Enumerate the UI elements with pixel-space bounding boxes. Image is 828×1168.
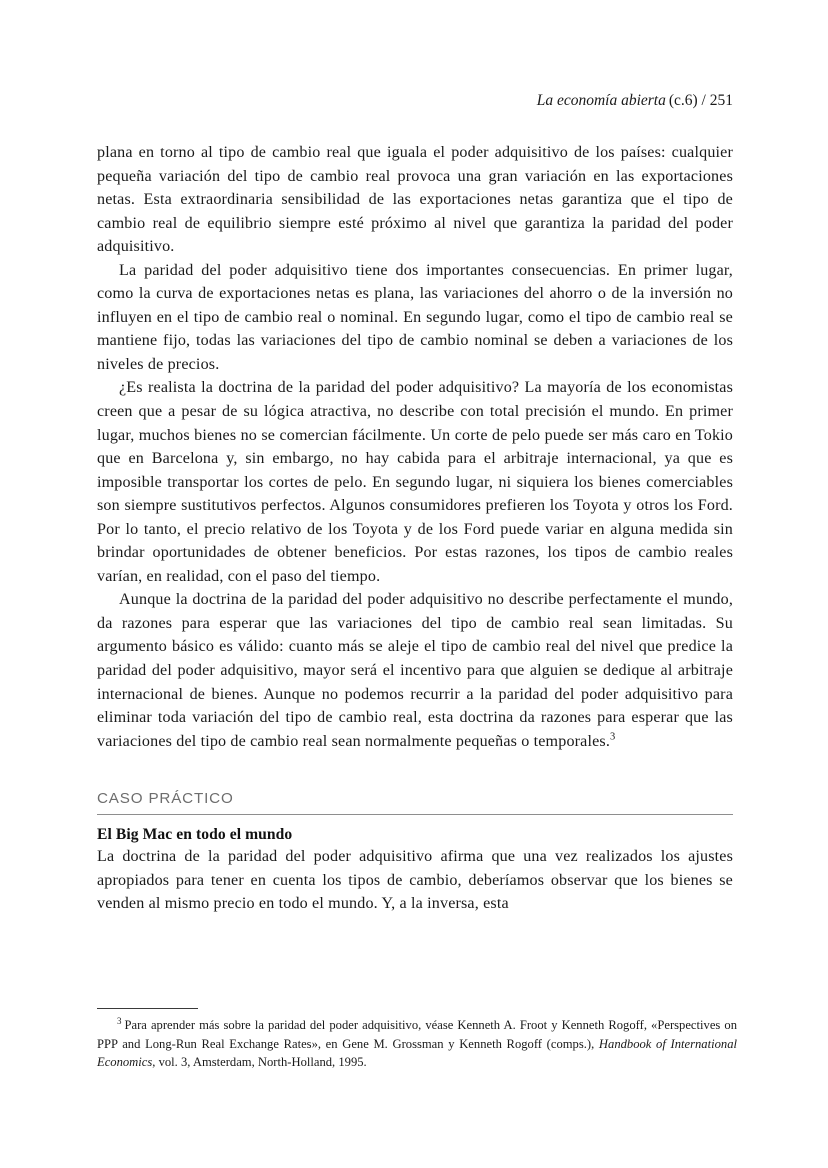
running-header-reference: (c.6) / 251 bbox=[668, 92, 733, 109]
paragraph-4 bbox=[97, 588, 733, 753]
case-study-kicker: CASO PRÁCTICO bbox=[97, 790, 234, 808]
case-study-subtitle: El Big Mac en todo el mundo bbox=[97, 826, 293, 844]
footnote-part-1: Para aprender más sobre la paridad del poder adquisitivo, véase Kenneth A. Froot y Kenneth Rogoff, «Perspectives on PPP and Long-Run Real Exchange Rates», en Gene M. Grossman y Kenneth Rogoff (comps.), bbox=[97, 1018, 737, 1051]
case-study-paragraph: La doctrina de la paridad del poder adquisitivo afirma que una vez realizados los ajustes apropiados para tener en cuenta los tipos de cambio, deberíamos observar que los bienes se venden al mismo precio en todo el mundo. Y, a la inversa, esta bbox=[97, 848, 733, 913]
case-study-divider bbox=[97, 814, 733, 815]
running-header bbox=[97, 91, 733, 111]
footnote-divider bbox=[97, 1008, 198, 1009]
paragraph-2: La paridad del poder adquisitivo tiene dos importantes consecuencias. En primer lugar, como la curva de exportaciones netas es plana, las variaciones del ahorro o de la inversión no influyen en el tipo de cambio real o nominal. En segundo lugar, como el tipo de cambio real se mantiene fijo, todas las variaciones del tipo de cambio nominal se deben a variaciones de los niveles de precios. bbox=[97, 261, 733, 373]
paragraph-1: plana en torno al tipo de cambio real que iguala el poder adquisitivo de los países: cualquier pequeña variación del tipo de cambio real provoca una gran variación en las exportaciones netas. Esta extraordinaria sensibilidad de las exportaciones netas garantiza que el tipo de cambio real de equilibrio siempre esté próximo al nivel que garantiza la paridad del poder adquisitivo. bbox=[97, 144, 733, 256]
footnote-area bbox=[97, 1008, 737, 1072]
footnote-number: 3 bbox=[117, 1015, 122, 1026]
footnote-italic-title: Handbook of International Economics bbox=[97, 1036, 737, 1070]
running-header-title: La economía abierta bbox=[536, 92, 666, 109]
paragraph-3: ¿Es realista la doctrina de la paridad del poder adquisitivo? La mayoría de los economistas creen que a pesar de su lógica atractiva, no describe con total precisión el mundo. En primer lugar, muchos bienes no se comercian fácilmente. Un corte de pelo puede ser más caro en Tokio que en Barcelona y, sin embargo, no hay cabida para el arbitraje internacional, ya que es imposible transportar los cortes de pelo. En segundo lugar, ni siquiera los bienes comerciables son siempre sustitutivos perfectos. Algunos consumidores prefieren los Toyota y otros los Ford. Por lo tanto, el precio relativo de los Toyota y de los Ford puede variar en alguna medida sin brindar oportunidades de obtener beneficios. Por estas razones, los tipos de cambio reales varían, en realidad, con el paso del tiempo. bbox=[97, 379, 733, 585]
paragraph-4-text: Aunque la doctrina de la paridad del poder adquisitivo no describe perfectamente el mundo, da razones para esperar que las variaciones del tipo de cambio real sean limitadas. Su argumento básico es válido: cuanto más se aleje el tipo de cambio real del nivel que predice la paridad del poder adquisitivo, mayor será el incentivo para que alguien se dedique al arbitraje internacional de bienes. Aunque no podemos recurrir a la paridad del poder adquisitivo para eliminar toda variación del tipo de cambio real, esta doctrina da razones para esperar que las variaciones del tipo de cambio real sean normalmente pequeñas o temporales. bbox=[97, 591, 733, 750]
footnote-part-2: , vol. 3, Amsterdam, North-Holland, 1995. bbox=[152, 1055, 367, 1070]
footnote-reference-marker: 3 bbox=[610, 731, 616, 743]
footnote-text bbox=[97, 1016, 737, 1072]
case-study-block bbox=[97, 789, 733, 916]
text-column bbox=[97, 141, 733, 916]
